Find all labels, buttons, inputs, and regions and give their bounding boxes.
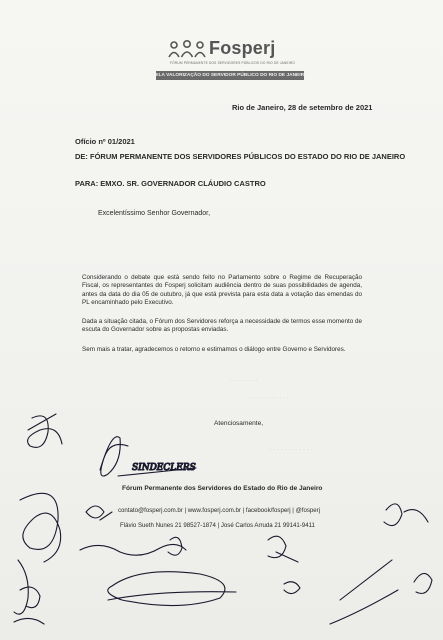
signature-stroke [14,618,44,624]
signature-stroke [20,587,40,608]
signature-stroke [340,560,392,600]
contact-line: contato@fosperj.com.br | www.fosperj.com.br | facebook/fosperj | @fosperj [118,507,321,514]
letter-paragraph: Dada a situação citada, o Fórum dos Servidores reforça a necessidade de termos esse momento de escuta do Governador sobre as propostas enviadas. [82,318,363,334]
show-through-text: · · · · · · · · [230,378,258,384]
letter-to: PARA: EMXO. SR. GOVERNADOR CLÁUDIO CASTRO [75,179,266,188]
signature-stroke [384,504,428,526]
brand-name: Fosperj [209,38,276,58]
letter-paragraph: Sem mais a tratar, agradecemos o retorno e estimamos o diálogo entre Governo e Servidores. [82,346,346,353]
signature-stroke [330,590,398,624]
show-through-text: · · · · · · · · · · · · [270,447,313,453]
signature-stroke [268,536,298,562]
letter-closing: Atenciosamente, [214,420,264,427]
show-through-text: · · · · · · · · · · · [250,395,289,401]
letter-paragraph: Considerando o debate que está sendo feito no Parlamento sobre o Regime de Recuperação Fiscal, os representantes do Fosperj solicitam audiência dentro de suas possibilidades de agenda, antes da data do dia 05 de outubro, já que está prevista para esta data a votação das emendas do PL encaminhado pelo Executivo. [82,274,362,306]
letter-from: DE: FÓRUM PERMANENTE DOS SERVIDORES PÚBLICOS DO ESTADO DO RIO DE JANEIRO [75,152,406,161]
phone-line: Flávio Sueth Nunes 21 98527-1874 | José Carlos Arruda 21 99141-9411 [120,522,315,529]
letter-reference: Ofício nº 01/2021 [75,137,135,146]
letter-salutation: Excelentíssimo Senhor Governador, [98,210,211,217]
signature-stroke [284,582,300,594]
letter-date: Rio de Janeiro, 28 de setembro de 2021 [232,103,373,112]
letterhead-banner: PELA VALORIZAÇÃO DO SERVIDOR PÚBLICO DO RIO DE JANEIRO [152,73,308,78]
signature-text: SINDECLERS [132,463,196,473]
signature-stroke [86,506,112,520]
signature-stroke [20,493,61,562]
letterhead-subtitle: FÓRUM PERMANENTE DOS SERVIDORES PÚBLICOS DO RIO DE JANEIRO [170,61,296,65]
signature-stroke [108,572,225,606]
letter-signatory: Fórum Permanente dos Servidores do Estado do Rio de Janeiro [122,485,323,492]
signature-stroke [414,573,432,593]
signature-stroke [100,437,128,476]
